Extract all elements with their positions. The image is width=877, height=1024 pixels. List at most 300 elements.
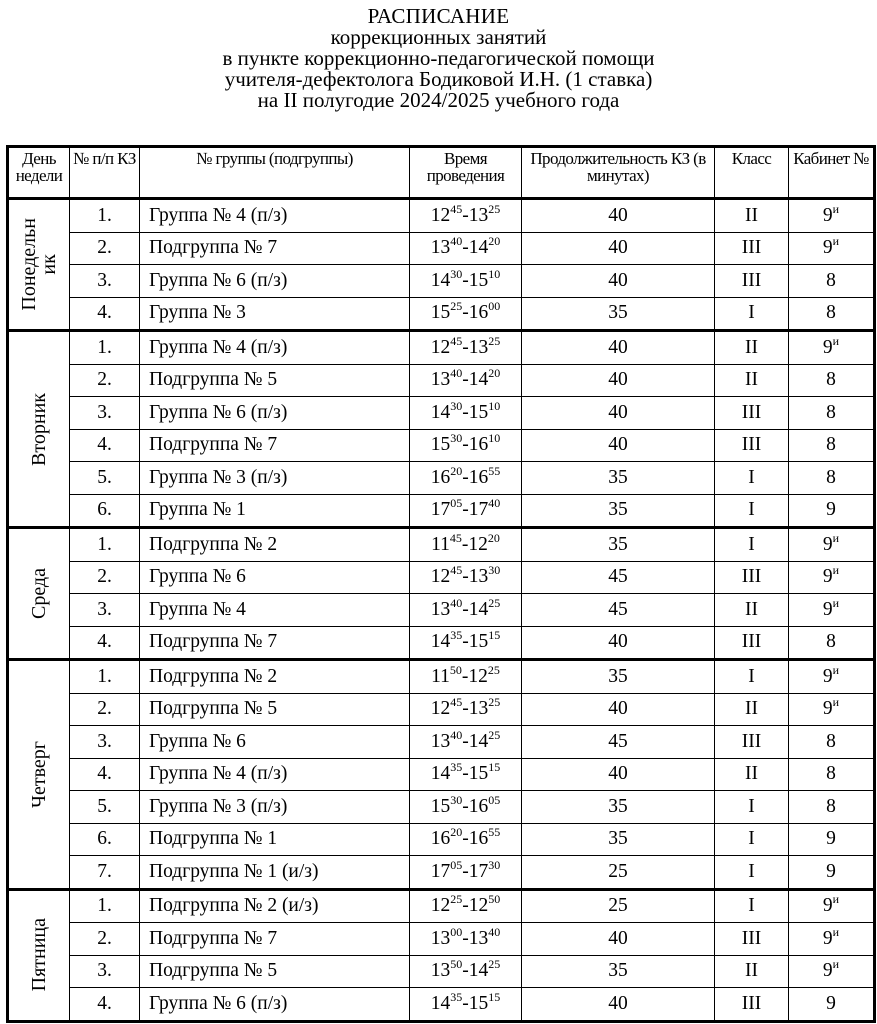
room-cell xyxy=(789,494,875,528)
row-number-cell: 5. xyxy=(70,791,140,824)
time-cell: $12^{25}-12^{50}$ xyxy=(410,889,522,923)
time-end-minute: 15 xyxy=(488,628,501,643)
duration-cell: 35 xyxy=(522,823,715,856)
table-row xyxy=(8,988,875,1022)
time-start-minute: 00 xyxy=(450,924,463,939)
time-end-minute: 25 xyxy=(488,727,501,742)
time-start-hour: 17 xyxy=(430,860,451,882)
time-cell: $14^{35}-15^{15}$ xyxy=(410,988,522,1022)
subtitle-line-2: в пункте коррекционно-педагогической помощи xyxy=(222,46,655,70)
table-row xyxy=(8,364,875,397)
time-end-hour: 16 xyxy=(468,795,489,817)
table-row xyxy=(8,331,875,365)
room-cell xyxy=(789,364,875,397)
time-start-minute: 05 xyxy=(450,857,463,872)
day-cell xyxy=(8,199,70,331)
room-suffix: и xyxy=(832,595,840,610)
duration-cell: 40 xyxy=(522,626,715,660)
schedule-table xyxy=(6,145,876,1023)
time-end-hour: 12 xyxy=(468,665,488,687)
day-name: Четверг xyxy=(28,740,50,808)
group-cell: Группа № 6 (п/з) xyxy=(140,397,410,430)
duration-cell: 35 xyxy=(522,297,715,331)
row-number-cell: 7. xyxy=(70,856,140,890)
table-row xyxy=(8,791,875,824)
column-header-day: День недели xyxy=(8,147,70,199)
room-number: 8 xyxy=(826,763,836,785)
time-start-minute: 40 xyxy=(450,366,463,381)
header-row xyxy=(8,147,875,199)
class-cell: II xyxy=(715,199,789,233)
duration-cell: 40 xyxy=(522,199,715,233)
time-end-hour: 16 xyxy=(468,828,489,850)
room-number: 9 xyxy=(822,566,833,588)
class-cell: III xyxy=(715,397,789,430)
room-cell xyxy=(789,297,875,331)
time-start-minute: 45 xyxy=(450,695,463,710)
duration-cell: 40 xyxy=(522,923,715,956)
time-start-hour: 11 xyxy=(431,665,450,687)
class-cell: III xyxy=(715,726,789,759)
time-start-hour: 14 xyxy=(430,763,451,785)
time-start-minute: 40 xyxy=(450,234,463,249)
row-number-cell: 4. xyxy=(70,429,140,462)
room-cell xyxy=(789,660,875,694)
time-start-hour: 14 xyxy=(430,401,451,423)
group-cell: Подгруппа № 5 xyxy=(140,364,410,397)
time-cell: $13^{50}-14^{25}$ xyxy=(410,955,522,988)
group-cell: Подгруппа № 2 xyxy=(140,528,410,562)
time-start-hour: 13 xyxy=(430,730,451,752)
table-row xyxy=(8,594,875,627)
time-end-minute: 25 xyxy=(488,695,501,710)
time-start-minute: 45 xyxy=(449,530,462,545)
room-number: 9 xyxy=(822,598,833,620)
room-cell xyxy=(789,726,875,759)
group-cell: Группа № 6 xyxy=(140,726,410,759)
duration-cell: 25 xyxy=(522,856,715,890)
class-cell: I xyxy=(715,791,789,824)
group-cell: Группа № 3 xyxy=(140,297,410,331)
document-title: РАСПИСАНИЕ xyxy=(367,4,510,28)
room-cell xyxy=(789,923,875,956)
time-start-minute: 30 xyxy=(450,266,463,281)
room-suffix: и xyxy=(832,695,840,710)
duration-cell: 35 xyxy=(522,660,715,694)
group-cell: Группа № 3 (п/з) xyxy=(140,462,410,495)
class-cell: I xyxy=(715,660,789,694)
room-cell xyxy=(789,594,875,627)
time-start-hour: 16 xyxy=(430,466,451,488)
room-number: 8 xyxy=(826,795,836,817)
group-cell: Группа № 6 (п/з) xyxy=(140,988,410,1022)
time-start-hour: 15 xyxy=(430,302,451,324)
time-end-minute: 20 xyxy=(488,366,501,381)
time-cell: $16^{20}-16^{55}$ xyxy=(410,823,522,856)
group-cell: Группа № 4 (п/з) xyxy=(140,758,410,791)
time-cell: $11^{50}-12^{25}$ xyxy=(410,660,522,694)
time-end-minute: 25 xyxy=(488,201,501,216)
room-suffix: и xyxy=(832,201,840,216)
column-header-number: № п/п КЗ xyxy=(70,147,140,199)
table-row xyxy=(8,429,875,462)
group-cell: Группа № 4 (п/з) xyxy=(140,199,410,233)
row-number-cell: 2. xyxy=(70,561,140,594)
schedule-body xyxy=(8,199,875,1022)
time-cell: $14^{30}-15^{10}$ xyxy=(410,265,522,298)
room-number: 9 xyxy=(822,927,833,949)
row-number-cell: 2. xyxy=(70,364,140,397)
time-start-minute: 20 xyxy=(450,463,463,478)
row-number-cell: 4. xyxy=(70,758,140,791)
subtitle-line-1: коррекционных занятий xyxy=(330,25,547,49)
time-cell: $15^{25}-16^{00}$ xyxy=(410,297,522,331)
time-end-hour: 15 xyxy=(468,269,489,291)
time-end-hour: 17 xyxy=(468,499,489,521)
time-end-hour: 12 xyxy=(468,895,489,917)
table-row xyxy=(8,265,875,298)
class-cell: III xyxy=(715,265,789,298)
duration-cell: 45 xyxy=(522,726,715,759)
time-end-minute: 20 xyxy=(488,234,501,249)
time-end-hour: 14 xyxy=(468,598,489,620)
time-end-hour: 16 xyxy=(468,466,489,488)
duration-cell: 40 xyxy=(522,429,715,462)
table-row xyxy=(8,693,875,726)
time-cell: $11^{45}-12^{20}$ xyxy=(410,528,522,562)
group-cell: Группа № 4 (п/з) xyxy=(140,331,410,365)
time-start-hour: 17 xyxy=(430,499,451,521)
time-end-hour: 14 xyxy=(468,237,489,259)
time-end-hour: 15 xyxy=(468,401,489,423)
room-cell xyxy=(789,397,875,430)
class-cell: III xyxy=(715,988,789,1022)
class-cell: III xyxy=(715,561,789,594)
time-start-minute: 50 xyxy=(449,662,462,677)
room-suffix: и xyxy=(832,530,840,545)
time-cell: $15^{30}-16^{10}$ xyxy=(410,429,522,462)
time-start-minute: 20 xyxy=(450,825,463,840)
table-row xyxy=(8,923,875,956)
time-end-minute: 55 xyxy=(488,463,501,478)
room-cell xyxy=(789,199,875,233)
day-name: Вторник xyxy=(28,392,50,466)
group-cell: Подгруппа № 1 xyxy=(140,823,410,856)
time-start-minute: 05 xyxy=(450,496,463,511)
table-row xyxy=(8,199,875,233)
time-end-hour: 13 xyxy=(468,698,489,720)
room-cell xyxy=(789,758,875,791)
time-start-minute: 35 xyxy=(450,628,463,643)
subtitle-line-3: учителя-дефектолога Бодиковой И.Н. (1 ставка) xyxy=(224,67,653,91)
time-end-hour: 16 xyxy=(468,434,489,456)
time-cell: $13^{40}-14^{25}$ xyxy=(410,594,522,627)
room-cell xyxy=(789,462,875,495)
row-number-cell: 6. xyxy=(70,823,140,856)
duration-cell: 35 xyxy=(522,462,715,495)
day-cell xyxy=(8,528,70,660)
time-cell: $16^{20}-16^{55}$ xyxy=(410,462,522,495)
table-row xyxy=(8,462,875,495)
time-end-minute: 25 xyxy=(488,957,501,972)
time-end-minute: 40 xyxy=(488,496,501,511)
room-cell xyxy=(789,265,875,298)
room-number: 9 xyxy=(822,533,833,555)
room-number: 8 xyxy=(826,269,836,291)
table-row xyxy=(8,856,875,890)
duration-cell: 35 xyxy=(522,494,715,528)
table-row xyxy=(8,494,875,528)
duration-cell: 35 xyxy=(522,955,715,988)
time-start-hour: 13 xyxy=(430,598,451,620)
room-cell xyxy=(789,626,875,660)
class-cell: III xyxy=(715,626,789,660)
time-start-hour: 16 xyxy=(430,828,451,850)
room-number: 8 xyxy=(826,302,836,324)
time-cell: $12^{45}-13^{25}$ xyxy=(410,199,522,233)
time-end-minute: 30 xyxy=(488,857,501,872)
group-cell: Группа № 6 (п/з) xyxy=(140,265,410,298)
time-end-hour: 13 xyxy=(468,927,489,949)
row-number-cell: 3. xyxy=(70,726,140,759)
time-start-hour: 14 xyxy=(430,992,451,1014)
room-number: 8 xyxy=(826,369,836,391)
room-suffix: и xyxy=(832,662,840,677)
row-number-cell: 5. xyxy=(70,462,140,495)
table-row xyxy=(8,232,875,265)
room-cell xyxy=(789,331,875,365)
time-start-hour: 13 xyxy=(430,237,451,259)
time-end-minute: 20 xyxy=(487,530,500,545)
time-start-minute: 35 xyxy=(450,989,463,1004)
class-cell: II xyxy=(715,758,789,791)
time-end-hour: 13 xyxy=(468,566,489,588)
time-cell: $14^{35}-15^{15}$ xyxy=(410,758,522,791)
time-start-hour: 14 xyxy=(430,631,451,653)
time-start-minute: 25 xyxy=(450,299,463,314)
time-end-minute: 25 xyxy=(488,595,501,610)
class-cell: I xyxy=(715,297,789,331)
duration-cell: 40 xyxy=(522,265,715,298)
group-cell: Подгруппа № 2 (и/з) xyxy=(140,889,410,923)
class-cell: I xyxy=(715,462,789,495)
day-name: Среда xyxy=(28,567,50,619)
room-cell xyxy=(789,561,875,594)
class-cell: II xyxy=(715,594,789,627)
table-row xyxy=(8,528,875,562)
time-start-minute: 45 xyxy=(450,333,463,348)
class-cell: I xyxy=(715,856,789,890)
room-suffix: и xyxy=(832,957,840,972)
time-end-minute: 15 xyxy=(488,989,501,1004)
row-number-cell: 2. xyxy=(70,923,140,956)
group-cell: Подгруппа № 7 xyxy=(140,626,410,660)
time-cell: $13^{00}-13^{40}$ xyxy=(410,923,522,956)
time-end-minute: 55 xyxy=(488,825,501,840)
time-end-hour: 13 xyxy=(468,204,489,226)
duration-cell: 45 xyxy=(522,594,715,627)
room-cell xyxy=(789,955,875,988)
table-row xyxy=(8,626,875,660)
table-row xyxy=(8,297,875,331)
duration-cell: 40 xyxy=(522,232,715,265)
group-cell: Подгруппа № 5 xyxy=(140,955,410,988)
room-suffix: и xyxy=(832,563,840,578)
time-end-minute: 40 xyxy=(488,924,501,939)
room-cell xyxy=(789,889,875,923)
group-cell: Подгруппа № 1 (и/з) xyxy=(140,856,410,890)
duration-cell: 40 xyxy=(522,693,715,726)
time-end-minute: 25 xyxy=(488,333,501,348)
room-cell xyxy=(789,232,875,265)
time-start-minute: 40 xyxy=(450,727,463,742)
room-number: 9 xyxy=(822,895,833,917)
time-end-hour: 15 xyxy=(468,631,489,653)
class-cell: I xyxy=(715,889,789,923)
time-start-hour: 12 xyxy=(430,336,451,358)
room-number: 9 xyxy=(826,499,836,521)
duration-cell: 40 xyxy=(522,988,715,1022)
time-end-hour: 14 xyxy=(468,730,489,752)
column-header-group: № группы (подгруппы) xyxy=(140,147,410,199)
duration-cell: 25 xyxy=(522,889,715,923)
group-cell: Группа № 6 xyxy=(140,561,410,594)
room-suffix: и xyxy=(832,892,840,907)
room-number: 8 xyxy=(826,730,836,752)
room-cell xyxy=(789,693,875,726)
row-number-cell: 1. xyxy=(70,528,140,562)
duration-cell: 40 xyxy=(522,331,715,365)
time-cell: $12^{45}-13^{25}$ xyxy=(410,331,522,365)
class-cell: I xyxy=(715,494,789,528)
time-cell: $17^{05}-17^{40}$ xyxy=(410,494,522,528)
duration-cell: 45 xyxy=(522,561,715,594)
time-start-hour: 12 xyxy=(430,566,451,588)
room-number: 8 xyxy=(826,401,836,423)
day-cell xyxy=(8,889,70,1021)
time-start-hour: 15 xyxy=(430,434,451,456)
time-cell: $12^{45}-13^{30}$ xyxy=(410,561,522,594)
class-cell: II xyxy=(715,693,789,726)
time-end-minute: 30 xyxy=(488,563,501,578)
room-cell xyxy=(789,429,875,462)
group-cell: Подгруппа № 7 xyxy=(140,232,410,265)
time-end-minute: 15 xyxy=(488,760,501,775)
document-header xyxy=(0,0,877,111)
time-end-hour: 12 xyxy=(468,533,488,555)
class-cell: III xyxy=(715,232,789,265)
time-end-minute: 10 xyxy=(488,266,501,281)
room-number: 9 xyxy=(822,698,833,720)
room-cell xyxy=(789,988,875,1022)
row-number-cell: 3. xyxy=(70,955,140,988)
row-number-cell: 1. xyxy=(70,889,140,923)
time-end-hour: 15 xyxy=(468,992,489,1014)
time-end-minute: 25 xyxy=(487,662,500,677)
time-end-hour: 13 xyxy=(468,336,489,358)
time-start-hour: 11 xyxy=(431,533,450,555)
class-cell: I xyxy=(715,823,789,856)
room-cell xyxy=(789,856,875,890)
row-number-cell: 4. xyxy=(70,988,140,1022)
time-cell: $17^{05}-17^{30}$ xyxy=(410,856,522,890)
duration-cell: 40 xyxy=(522,758,715,791)
group-cell: Группа № 3 (п/з) xyxy=(140,791,410,824)
time-start-hour: 12 xyxy=(430,204,451,226)
table-row xyxy=(8,660,875,694)
table-row xyxy=(8,561,875,594)
class-cell: I xyxy=(715,528,789,562)
duration-cell: 40 xyxy=(522,364,715,397)
time-start-minute: 30 xyxy=(450,792,463,807)
row-number-cell: 2. xyxy=(70,693,140,726)
room-number: 9 xyxy=(822,237,833,259)
day-cell xyxy=(8,660,70,890)
room-number: 9 xyxy=(826,992,836,1014)
room-cell xyxy=(789,791,875,824)
room-suffix: и xyxy=(832,333,840,348)
row-number-cell: 3. xyxy=(70,397,140,430)
room-number: 9 xyxy=(822,960,833,982)
duration-cell: 35 xyxy=(522,528,715,562)
time-start-minute: 30 xyxy=(450,431,463,446)
time-start-hour: 13 xyxy=(430,927,451,949)
room-number: 8 xyxy=(826,466,836,488)
time-start-minute: 45 xyxy=(450,201,463,216)
column-header-time: Время проведения xyxy=(410,147,522,199)
time-end-minute: 50 xyxy=(488,892,501,907)
duration-cell: 35 xyxy=(522,791,715,824)
group-cell: Подгруппа № 5 xyxy=(140,693,410,726)
row-number-cell: 1. xyxy=(70,660,140,694)
table-row xyxy=(8,955,875,988)
time-start-minute: 25 xyxy=(450,892,463,907)
room-number: 8 xyxy=(826,434,836,456)
time-cell: $14^{30}-15^{10}$ xyxy=(410,397,522,430)
time-end-hour: 16 xyxy=(468,302,489,324)
subtitle-line-4: на II полугодие 2024/2025 учебного года xyxy=(257,88,620,112)
row-number-cell: 2. xyxy=(70,232,140,265)
table-row xyxy=(8,823,875,856)
time-cell: $12^{45}-13^{25}$ xyxy=(410,693,522,726)
time-start-hour: 12 xyxy=(430,698,451,720)
group-cell: Подгруппа № 7 xyxy=(140,923,410,956)
group-cell: Группа № 1 xyxy=(140,494,410,528)
room-number: 8 xyxy=(826,631,836,653)
room-cell xyxy=(789,528,875,562)
class-cell: II xyxy=(715,331,789,365)
time-start-minute: 50 xyxy=(450,957,463,972)
time-start-hour: 13 xyxy=(430,960,451,982)
group-cell: Группа № 4 xyxy=(140,594,410,627)
room-suffix: и xyxy=(832,924,840,939)
time-start-hour: 15 xyxy=(430,795,451,817)
table-row xyxy=(8,397,875,430)
time-end-minute: 00 xyxy=(488,299,501,314)
time-start-minute: 35 xyxy=(450,760,463,775)
time-start-minute: 40 xyxy=(450,595,463,610)
row-number-cell: 4. xyxy=(70,297,140,331)
time-cell: $13^{40}-14^{20}$ xyxy=(410,232,522,265)
group-cell: Подгруппа № 2 xyxy=(140,660,410,694)
time-end-hour: 14 xyxy=(468,369,489,391)
day-cell xyxy=(8,331,70,528)
column-header-room: Кабинет № xyxy=(789,147,875,199)
time-start-hour: 14 xyxy=(430,269,451,291)
room-cell xyxy=(789,823,875,856)
time-end-hour: 14 xyxy=(468,960,489,982)
class-cell: III xyxy=(715,923,789,956)
